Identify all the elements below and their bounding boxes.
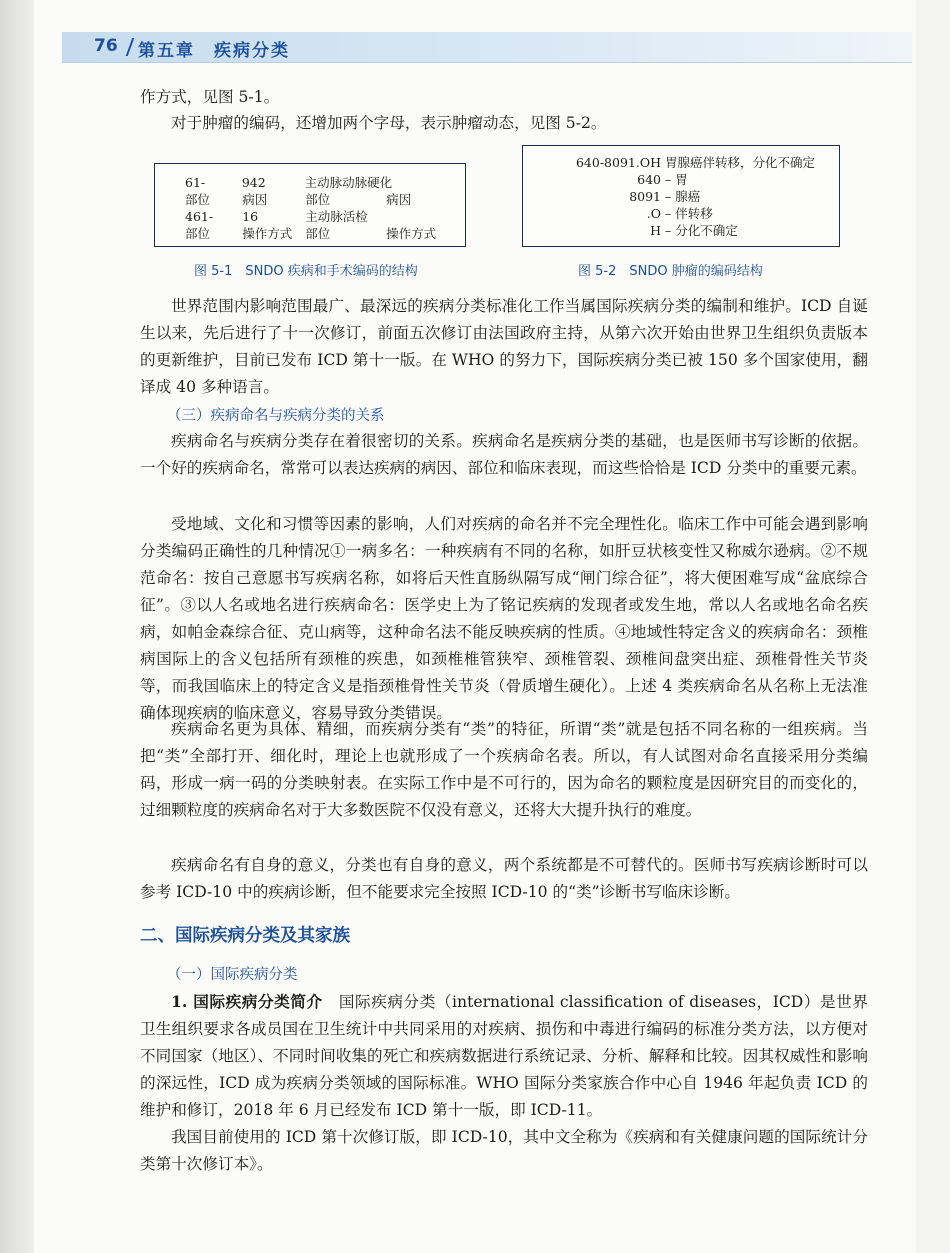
figure-5-1-cell: 16: [242, 209, 259, 224]
figure-5-1-cell: 部位: [185, 192, 211, 207]
section-heading-2: 二、国际疾病分类及其家族: [140, 926, 350, 946]
figure-5-1-cell: 461-: [185, 209, 214, 224]
figure-5-1-box: [154, 163, 466, 247]
figure-5-2-code: 640-8091.OH: [575, 155, 661, 170]
paragraph-icd-intro-text: 国际疾病分类（international classification of diseases，ICD）是世界卫生组织要求各成员国在卫生统计中共同采用的对疾病、损伤和中毒进行编码的标准分类方法，以方便对不同国家（地区）、不同时间收集的死亡和疾病数据进行系统记录、分析、解释和比较。因其权威性和影响的深远性，ICD 成为疾病分类领域的国际标准。WHO 国际分类家族合作中心自 1946 年起负责 ICD 的维护和修订，2018 年 6 月已经发布 ICD 第十一版，即 ICD-11。: [140, 993, 868, 1119]
figure-5-2-row: [563, 222, 839, 239]
paragraph-icd-intro-label: 1. 国际疾病分类简介: [171, 992, 323, 1011]
subsection-heading-3: （三）疾病命名与疾病分类的关系: [167, 408, 385, 424]
paragraph-icd-history: 世界范围内影响范围最广、最深远的疾病分类标准化工作当属国际疾病分类的编制和维护。ICD 自诞生以来，先后进行了十一次修订，前面五次修订由法国政府主持，从第六次开始由世界卫生组织负责版本的更新维护，目前已发布 ICD 第十一版。在 WHO 的努力下，国际疾病分类已被 150 多个国家使用，翻译成 40 多种语言。: [140, 297, 868, 396]
figure-5-2-meaning: – 伴转移: [665, 206, 713, 221]
figure-5-2-code: H: [650, 223, 661, 238]
figure-5-1-cell: 61-: [185, 175, 206, 190]
figure-5-2-code: 8091: [629, 189, 661, 204]
figure-5-1-row: [185, 208, 465, 225]
chapter-title: 第五章 疾病分类: [138, 41, 290, 61]
figure-5-2-box: [522, 145, 840, 247]
figure-5-1-row: [185, 191, 465, 208]
figure-5-1-caption: 图 5-1 SNDO 疾病和手术编码的结构: [194, 264, 418, 279]
figure-5-2-code: .O: [646, 206, 661, 221]
figure-5-1-cell: 病因: [386, 192, 412, 207]
figure-5-2-row: [563, 171, 839, 188]
figure-5-2-meaning: – 分化不确定: [665, 223, 738, 238]
paragraph-meaning: 疾病命名有自身的意义，分类也有自身的意义，两个系统都是不可替代的。医师书写疾病诊断时可以参考 ICD-10 中的疾病诊断，但不能要求完全按照 ICD-10 的“类”诊断书写临床诊断。: [140, 856, 868, 901]
figure-5-1-cell: 部位: [185, 226, 211, 241]
figure-5-1-rows: [185, 174, 465, 242]
figure-5-1-row: [185, 174, 465, 191]
figure-5-1-cell: 操作方式: [386, 226, 437, 241]
figure-5-2-meaning: 胃腺癌伴转移，分化不确定: [665, 155, 816, 170]
paragraph-specific: 疾病命名更为具体、精细，而疾病分类有“类”的特征，所谓“类”就是包括不同名称的一组疾病。当把“类”全部打开、细化时，理论上也就形成了一个疾病命名表。所以，有人试图对命名直接采用分类编码，形成一病一码的分类映射表。在实际工作中是不可行的，因为命名的颗粒度是因研究目的而变化的，过细颗粒度的疾病命名对于大多数医院不仅没有意义，还将大大提升执行的难度。: [140, 720, 868, 819]
figure-5-1-cell: 部位: [305, 192, 331, 207]
intro-line-1: 作方式，见图 5-1。: [140, 88, 280, 106]
figure-5-2-row: [563, 188, 839, 205]
figure-5-1-cell: 主动脉活检: [305, 209, 368, 224]
paragraph-china: 我国目前使用的 ICD 第十次修订版，即 ICD-10，其中文全称为《疾病和有关健康问题的国际统计分类第十次修订本》。: [140, 1128, 868, 1173]
figure-5-1-cell: 病因: [242, 192, 268, 207]
figure-5-1-cell: 操作方式: [242, 226, 293, 241]
figure-5-2-row: [563, 205, 839, 222]
figure-5-2-code: 640: [637, 172, 661, 187]
figure-5-2-rows: [563, 154, 839, 239]
figure-5-2-meaning: – 腺癌: [665, 189, 701, 204]
figure-5-2-row: [563, 154, 839, 171]
figure-5-1-cell: 部位: [305, 226, 331, 241]
page-number: 76: [94, 36, 118, 56]
figure-5-2-meaning: – 胃: [665, 172, 688, 187]
paragraph-relation: 疾病命名与疾病分类存在着很密切的关系。疾病命名是疾病分类的基础，也是医师书写诊断的依据。一个好的疾病命名，常常可以表达疾病的病因、部位和临床表现，而这些恰恰是 ICD 分类中的重要元素。: [140, 432, 868, 477]
figure-5-1-cell: 942: [241, 175, 266, 190]
figure-5-1-row: [185, 225, 465, 242]
paragraph-factors: 受地域、文化和习惯等因素的影响，人们对疾病的命名并不完全理性化。临床工作中可能会遇到影响分类编码正确性的几种情况①一病多名：一种疾病有不同的名称，如肝豆状核变性又称威尔逊病。②不规范命名：按自己意愿书写疾病名称，如将后天性直肠纵隔写成“闸门综合征”，将大便困难写成“盆底综合征”。③以人名或地名进行疾病命名：医学史上为了铭记疾病的发现者或发生地，常以人名或地名命名疾病，如帕金森综合征、克山病等，这种命名法不能反映疾病的性质。④地域性特定含义的疾病命名：颈椎病国际上的含义包括所有颈椎的疾患，如颈椎椎管狭窄、颈椎管裂、颈椎间盘突出症、颈椎骨性关节炎等，而我国临床上的特定含义是指颈椎骨性关节炎（骨质增生硬化）。上述 4 类疾病命名从名称上无法准确体现疾病的临床意义，容易导致分类错误。: [140, 515, 868, 722]
figure-5-2-caption: 图 5-2 SNDO 肿瘤的编码结构: [578, 264, 763, 279]
subsection-heading-1: （一）国际疾病分类: [167, 967, 298, 983]
intro-line-2: 对于肿瘤的编码，还增加两个字母，表示肿瘤动态，见图 5-2。: [171, 114, 607, 132]
figure-5-1-cell: [387, 174, 465, 191]
figure-5-1-cell: [386, 208, 465, 225]
paragraph-icd-intro: [140, 988, 868, 1124]
book-spine: [0, 0, 34, 1253]
figure-5-1-cell: 主动脉动脉硬化: [304, 175, 393, 190]
